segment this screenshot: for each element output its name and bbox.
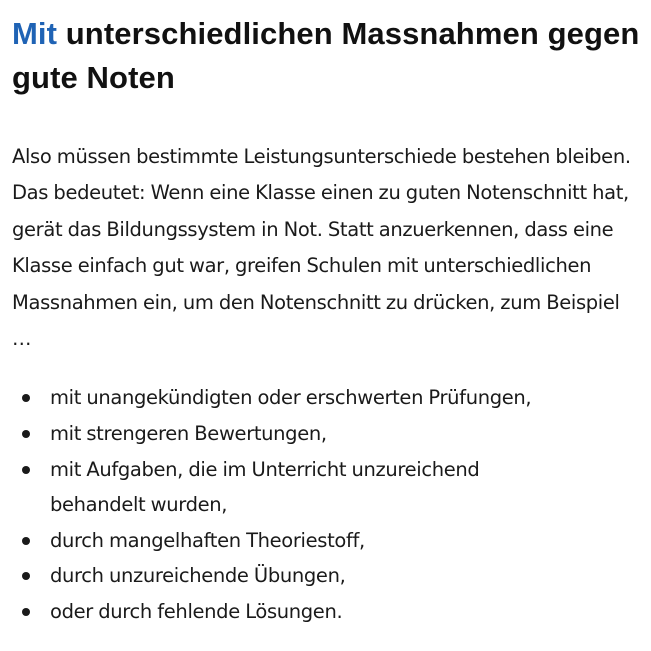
bullet-list	[12, 380, 644, 629]
list-item	[12, 558, 570, 594]
bullet-icon	[22, 394, 30, 402]
list-item-text: mit unangekündigten oder erschwerten Prüfungen,	[50, 386, 532, 410]
list-item-text: mit strengeren Bewertungen,	[50, 422, 327, 446]
list-item-text: oder durch fehlende Lösungen.	[50, 600, 343, 623]
list-item	[12, 594, 570, 630]
section-heading	[12, 12, 644, 100]
bullet-icon	[22, 537, 30, 545]
list-item	[12, 523, 570, 559]
heading-text: unterschiedlichen Massnahmen gegen gute Noten	[12, 16, 640, 95]
list-item-text: mit Aufgaben, die im Unterricht unzureichend behandelt wurden,	[50, 457, 480, 517]
bullet-icon	[22, 466, 30, 474]
list-item	[12, 416, 570, 452]
list-item	[12, 452, 570, 523]
list-item-text: durch unzureichende Übungen,	[50, 564, 346, 588]
bullet-icon	[22, 608, 30, 616]
list-item	[12, 380, 570, 416]
list-item-text: durch mangelhaften Theoriestoff,	[50, 528, 365, 552]
bullet-icon	[22, 572, 30, 580]
body-paragraph: Also müssen bestimmte Leistungsunterschiede bestehen bleiben. Das bedeutet: Wenn eine Klasse einen zu guten Notenschnitt hat, gerät das Bildungssystem in Not. Statt anzuerkennen, dass eine Klasse einfach gut war, greifen Schulen mit unterschiedlichen Massnahmen ein, um den Notenschnitt zu drücken, zum Beispiel …	[12, 145, 631, 351]
bullet-icon	[22, 430, 30, 438]
heading-accent-word: Mit	[12, 16, 58, 51]
article	[12, 0, 644, 630]
